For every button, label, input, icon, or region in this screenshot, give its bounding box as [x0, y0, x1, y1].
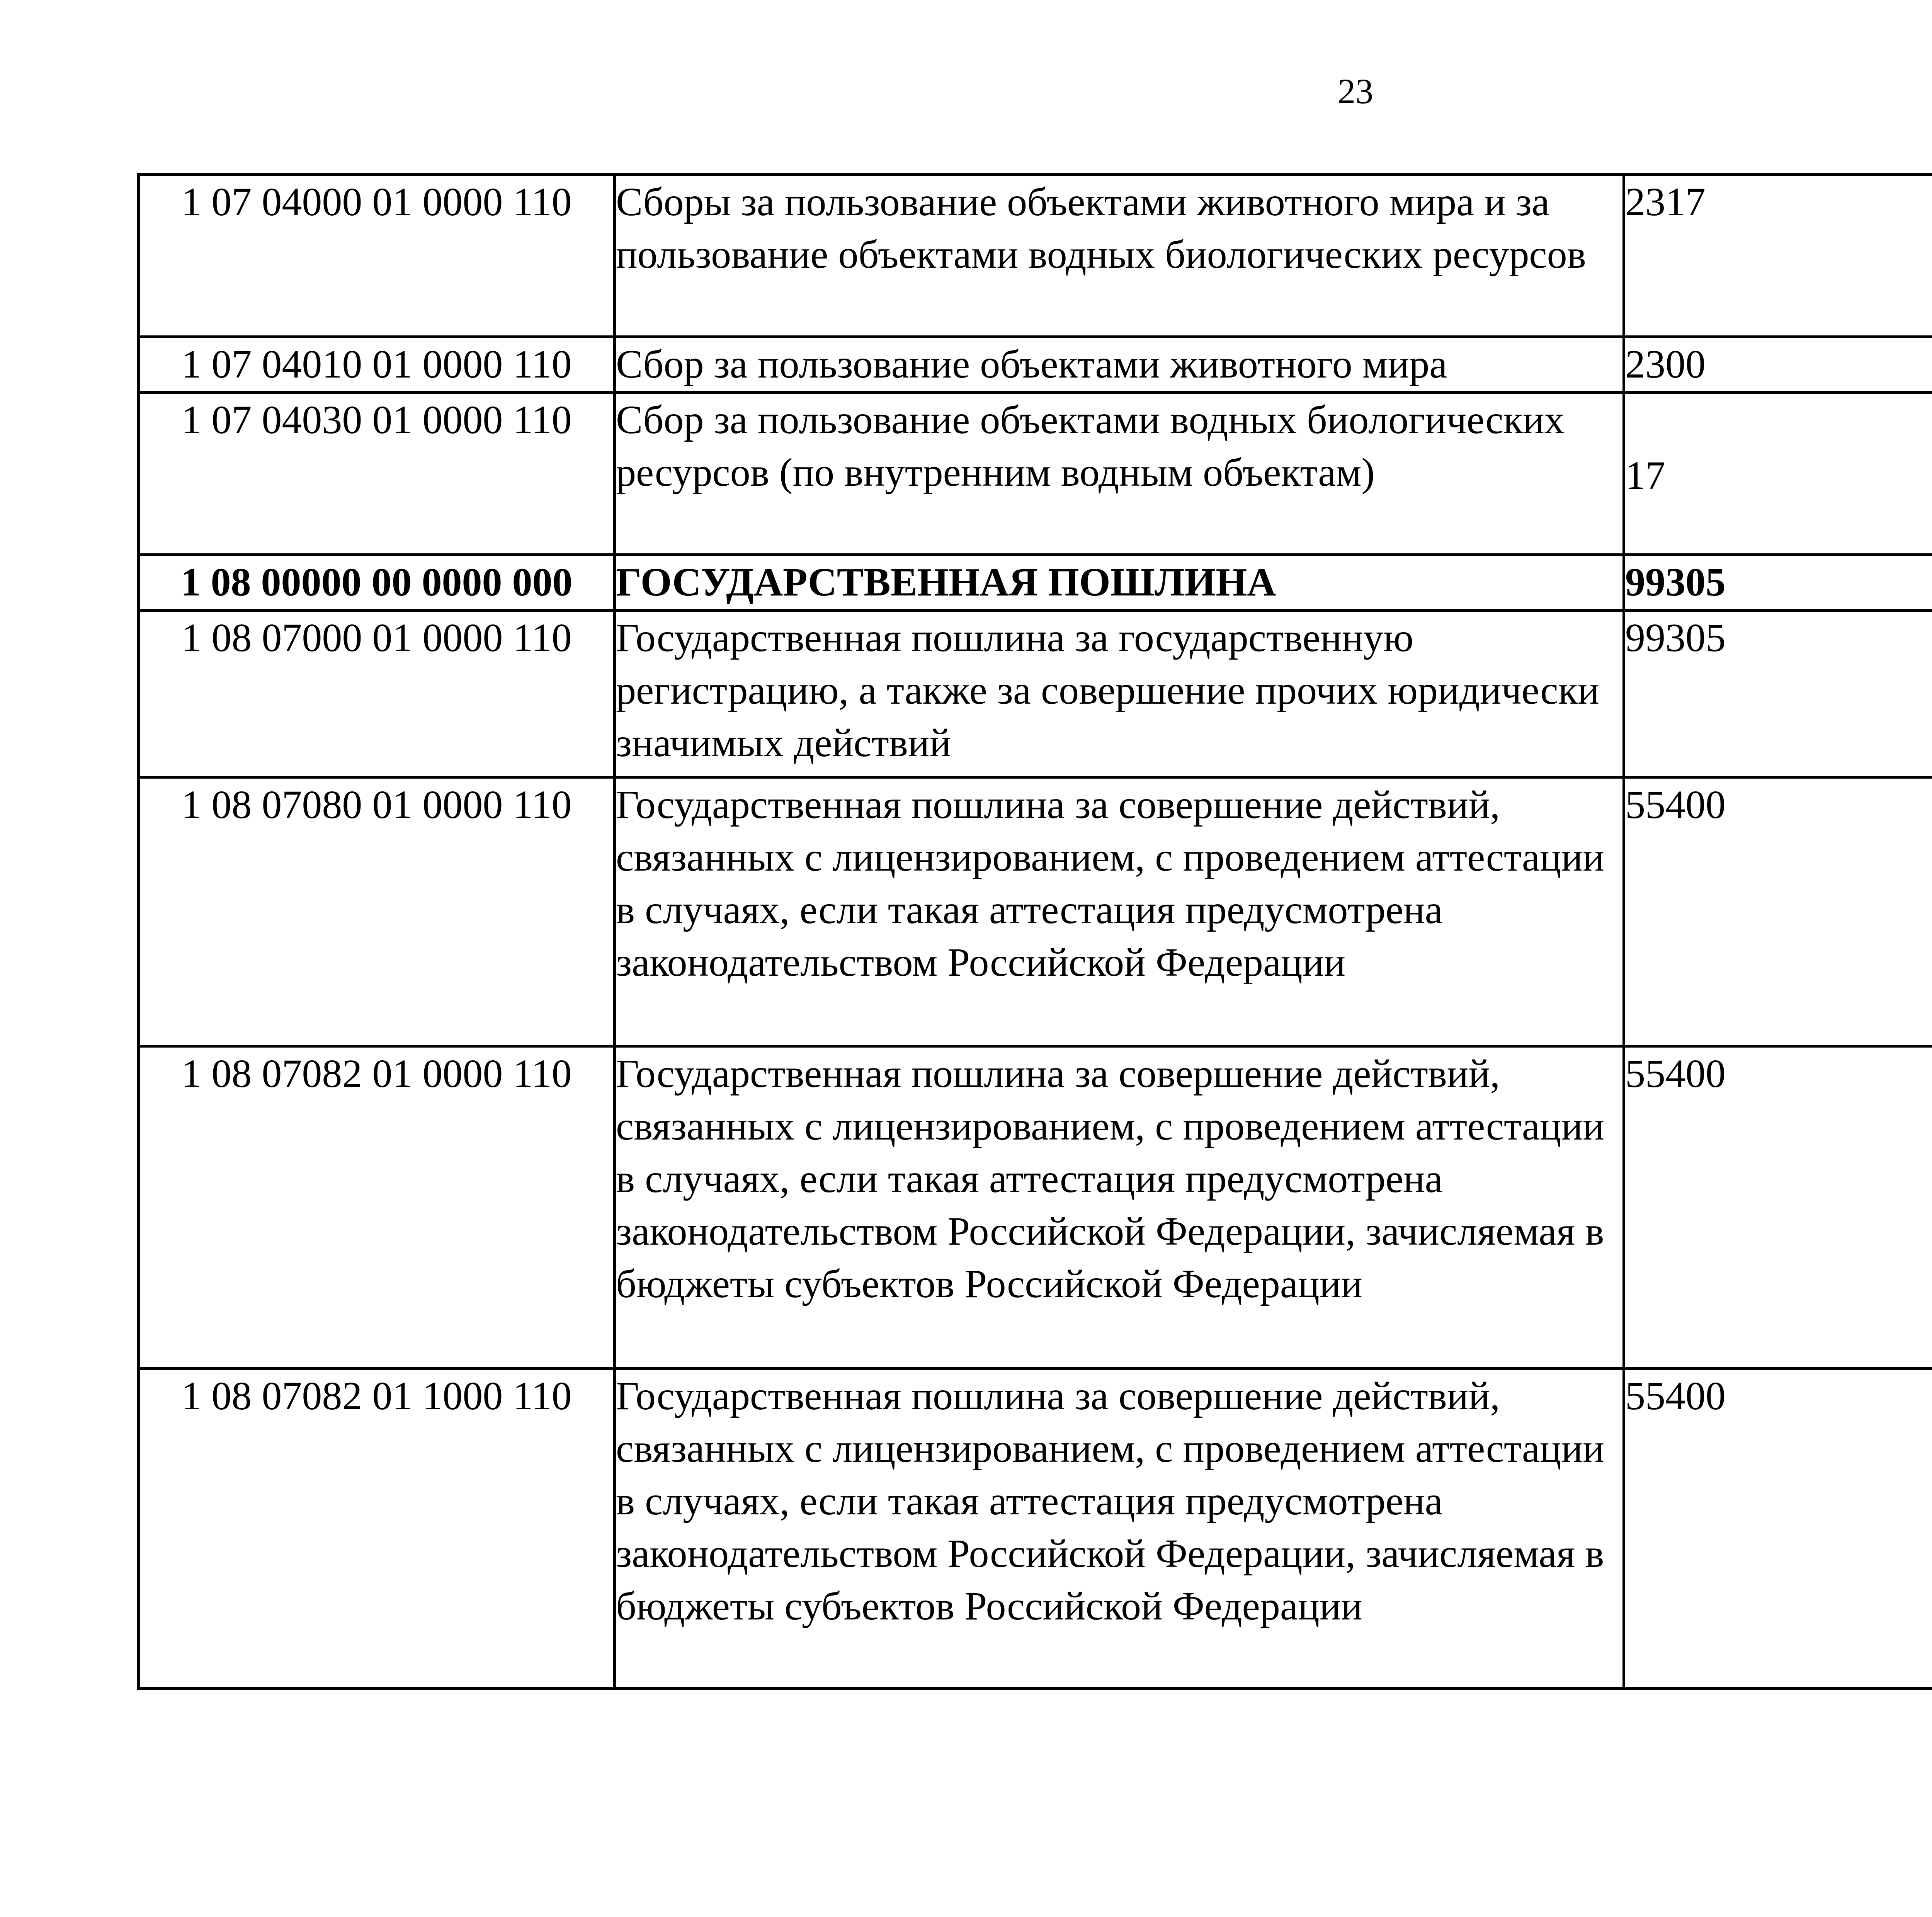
- income-name: Государственная пошлина за совершение действий, связанных с лицензированием, с проведением аттестации в случаях, если такая аттестация предусмотрена законодательством Российской Федерации, зачисляемая в бюджеты субъектов Российской Федерации: [615, 1046, 1624, 1369]
- value-col-1: 55400: [1624, 1369, 1932, 1689]
- table-row: [139, 337, 1932, 393]
- income-name: Государственная пошлина за совершение действий, связанных с лицензированием, с проведением аттестации в случаях, если такая аттестация предусмотрена законодательством Российской Федерации: [615, 777, 1624, 1046]
- income-name: Государственная пошлина за совершение действий, связанных с лицензированием, с проведением аттестации в случаях, если такая аттестация предусмотрена законодательством Российской Федерации, зачисляемая в бюджеты субъектов Российской Федерации: [615, 1369, 1624, 1689]
- income-name: Сбор за пользование объектами водных биологических ресурсов (по внутренним водным объектам): [615, 393, 1624, 555]
- table-row: [139, 175, 1932, 337]
- value-col-1: 99305: [1624, 555, 1932, 611]
- table-row: [139, 611, 1932, 777]
- value-col-1: 2300: [1624, 337, 1932, 393]
- value-col-1: 55400: [1624, 777, 1932, 1046]
- budget-code: 1 08 00000 00 0000 000: [139, 555, 615, 611]
- budget-code: 1 07 04000 01 0000 110: [139, 175, 615, 337]
- budget-table: [137, 173, 1932, 1690]
- income-name: Сборы за пользование объектами животного мира и за пользование объектами водных биологических ресурсов: [615, 175, 1624, 337]
- budget-code: 1 08 07080 01 0000 110: [139, 777, 615, 1046]
- budget-code: 1 08 07082 01 1000 110: [139, 1369, 615, 1689]
- income-name: Сбор за пользование объектами животного мира: [615, 337, 1624, 393]
- table-row: [139, 393, 1932, 555]
- budget-code: 1 08 07000 01 0000 110: [139, 611, 615, 777]
- table-row: [139, 777, 1932, 1046]
- table-row: [139, 1369, 1932, 1689]
- table-row-section: [139, 555, 1932, 611]
- value-col-1: 99305: [1624, 611, 1932, 777]
- budget-code: 1 07 04030 01 0000 110: [139, 393, 615, 555]
- value-col-1: 17: [1624, 393, 1932, 555]
- income-name: ГОСУДАРСТВЕННАЯ ПОШЛИНА: [615, 555, 1624, 611]
- table-row: [139, 1046, 1932, 1369]
- budget-code: 1 07 04010 01 0000 110: [139, 337, 615, 393]
- value-col-1: 2317: [1624, 175, 1932, 337]
- page-number: 23: [1338, 71, 1373, 111]
- budget-code: 1 08 07082 01 0000 110: [139, 1046, 615, 1369]
- value-col-1: 55400: [1624, 1046, 1932, 1369]
- income-name: Государственная пошлина за государственную регистрацию, а также за совершение прочих юридически значимых действий: [615, 611, 1624, 777]
